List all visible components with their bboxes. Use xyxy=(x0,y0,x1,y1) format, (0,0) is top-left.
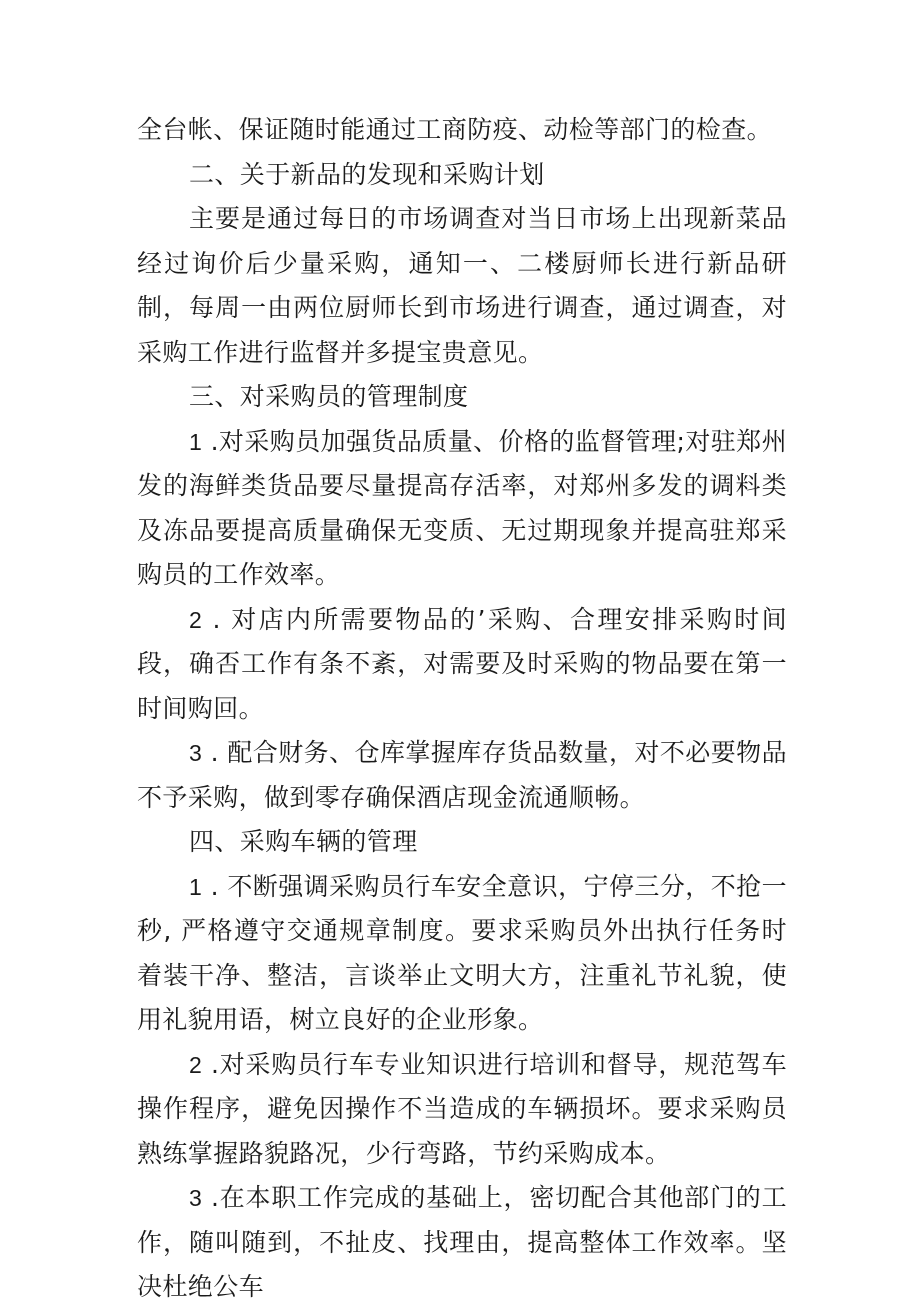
list-item xyxy=(137,420,787,598)
list-item-text: . 对店内所需要物品的’采购、合理安排采购时间段，确否工作有条不紊，对需要及时采购的物品要在第一时间购回。 xyxy=(137,604,787,723)
list-number: 3 xyxy=(189,740,203,766)
list-item xyxy=(137,1043,787,1177)
paragraph-text: 全台帐、保证随时能通过工商防疫、动检等部门的检查。 xyxy=(137,115,773,144)
list-item-text: .对采购员加强货品质量、价格的监督管理;对驻郑州发的海鲜类货品要尽量提高存活率，对郑州多发的调料类及冻品要提高质量确保无变质、无过期现象并提高驻郑采购员的工作效率。 xyxy=(137,426,787,589)
document-body xyxy=(137,108,787,1310)
paragraph-text: 主要是通过每日的市场调查对当日市场上出现新菜品经过询价后少量采购，通知一、二楼厨师长进行新品研制，每周一由两位厨师长到市场进行调查，通过调查，对采购工作进行监督并多提宝贵意见。 xyxy=(137,204,787,367)
section-heading xyxy=(137,153,787,198)
section-heading xyxy=(137,820,787,865)
paragraph xyxy=(137,108,787,153)
list-number: 1 xyxy=(189,428,203,455)
heading-text: 四、采购车辆的管理 xyxy=(189,827,418,856)
list-number: 2 xyxy=(189,606,203,633)
list-item-text: . 配合财务、仓库掌握库存货品数量，对不必要物品不予采购，做到零存确保酒店现金流通顺畅。 xyxy=(137,738,787,812)
list-number: 1 xyxy=(189,873,203,900)
list-item xyxy=(137,865,787,1043)
list-item xyxy=(137,1176,787,1310)
paragraph xyxy=(137,197,787,375)
list-number: 3 xyxy=(189,1185,203,1211)
heading-text: 三、对采购员的管理制度 xyxy=(189,382,469,411)
list-item xyxy=(137,598,787,732)
list-item-text: . 不断强调采购员行车安全意识，宁停三分，不抢一秒, 严格遵守交通规章制度。要求采购员外出执行任务时着装干净、整洁，言谈举止文明大方，注重礼节礼貌，使用礼貌用语，树立良好的企业形象。 xyxy=(137,871,787,1034)
list-item-text: .在本职工作完成的基础上，密切配合其他部门的工作，随叫随到，不扯皮、找理由，提高整体工作效率。坚决杜绝公车 xyxy=(137,1183,787,1301)
section-heading xyxy=(137,375,787,420)
list-number: 2 xyxy=(189,1051,203,1078)
heading-text: 二、关于新品的发现和采购计划 xyxy=(189,159,545,189)
list-item-text: .对采购员行车专业知识进行培训和督导，规范驾车操作程序，避免因操作不当造成的车辆损坏。要求采购员熟练掌握路貌路况，少行弯路，节约采购成本。 xyxy=(137,1049,787,1168)
list-item xyxy=(137,731,787,820)
